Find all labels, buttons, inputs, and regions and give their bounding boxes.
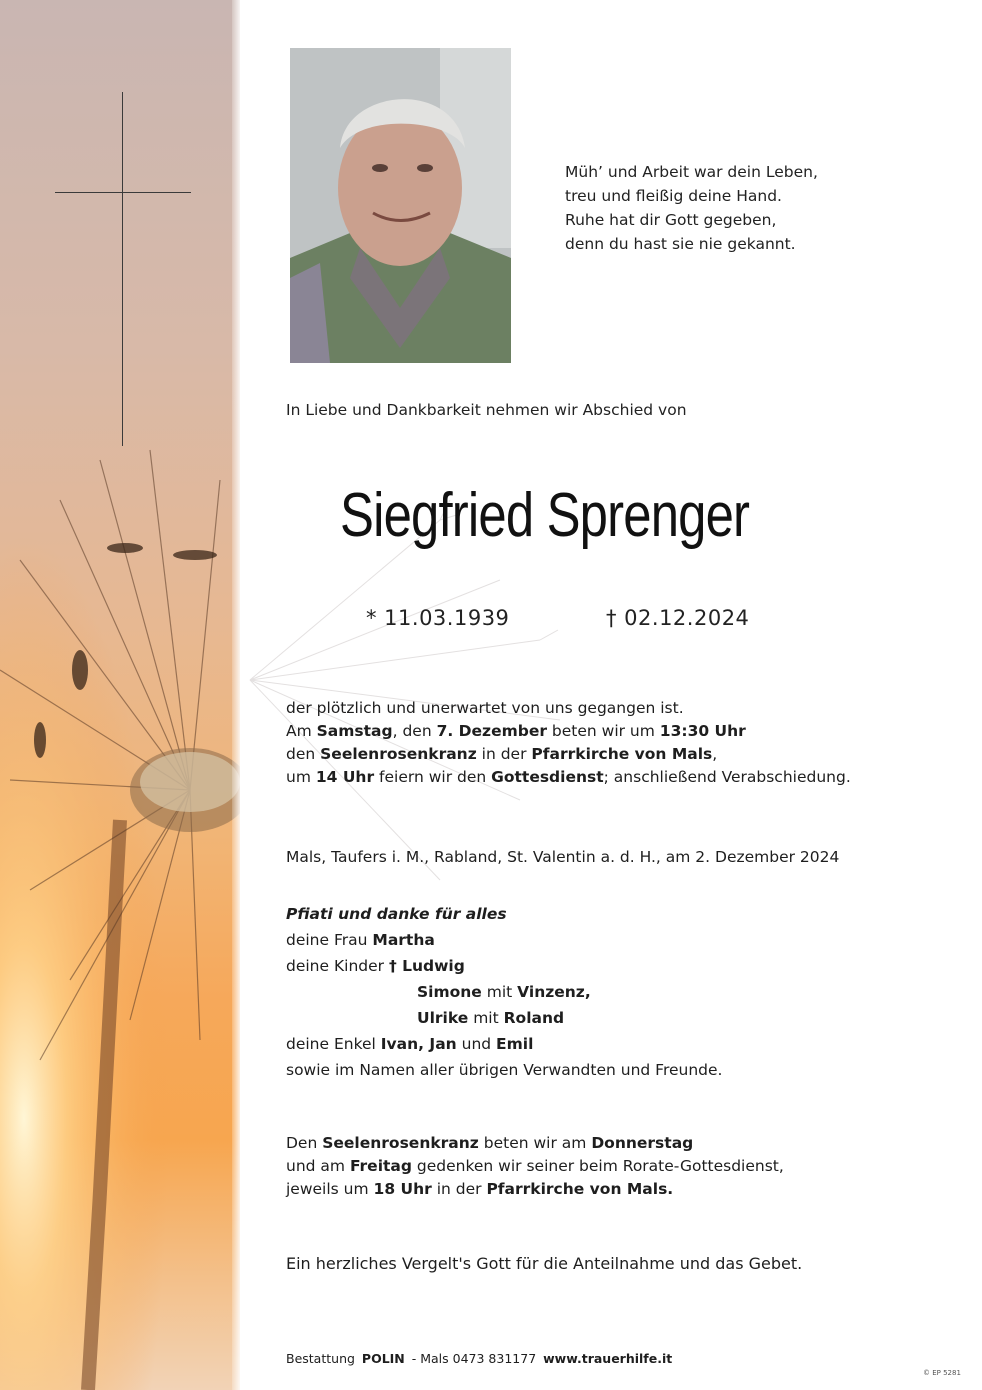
mourner-line: deine Enkel Ivan, Jan und Emil — [286, 1035, 534, 1053]
deceased-name: Siegfried Sprenger — [340, 481, 750, 550]
mourner-line: Ulrike mit Roland — [417, 1009, 565, 1027]
mourners-list — [286, 901, 722, 1083]
announcement-line: der plötzlich und unerwartet von uns gegangen ist. — [286, 699, 684, 717]
mourner-line: Simone mit Vinzenz, — [417, 983, 591, 1001]
poem-line: Müh’ und Arbeit war dein Leben, — [565, 163, 818, 181]
intro-text: In Liebe und Dankbarkeit nehmen wir Abschied von — [286, 401, 687, 419]
poem-line: denn du hast sie nie gekannt. — [565, 235, 796, 253]
gratitude-text: Ein herzliches Vergelt's Gott für die Anteilnahme und das Gebet. — [286, 1254, 803, 1273]
poem — [565, 160, 885, 256]
funeral-home-footer: Bestattung POLIN - Mals 0473 831177 www.trauerhilfe.it — [286, 1351, 673, 1366]
cross-horizontal-line — [55, 192, 191, 193]
poem-line: Ruhe hat dir Gott gegeben, — [565, 211, 777, 229]
announcement-line: Am Samstag, den 7. Dezember beten wir um 13:30 Uhr — [286, 722, 746, 740]
dandelion-illustration — [0, 420, 240, 1390]
rosary-notice — [286, 1132, 784, 1201]
rosary-line: Den Seelenrosenkranz beten wir am Donnerstag — [286, 1134, 694, 1152]
portrait-photo — [290, 48, 511, 363]
band-divider — [232, 0, 240, 1390]
place-and-date: Mals, Taufers i. M., Rabland, St. Valentin a. d. H., am 2. Dezember 2024 — [286, 848, 840, 866]
cross-vertical-line — [122, 92, 123, 446]
mourner-line: sowie im Namen aller übrigen Verwandten und Freunde. — [286, 1061, 723, 1079]
rosary-line: jeweils um 18 Uhr in der Pfarrkirche von Mals. — [286, 1180, 674, 1198]
birth-date: * 11.03.1939 — [366, 606, 510, 630]
mourners-heading: Pfiati und danke für alles — [286, 905, 507, 923]
death-date: † 02.12.2024 — [606, 606, 750, 630]
website-link[interactable]: www.trauerhilfe.it — [543, 1351, 673, 1366]
print-code: © EP 5281 — [923, 1369, 961, 1377]
funeral-announcement — [286, 697, 851, 789]
faint-seed-pattern — [240, 380, 660, 980]
announcement-line: um 14 Uhr feiern wir den Gottesdienst; anschließend Verabschiedung. — [286, 768, 851, 786]
mourner-line: deine Kinder † Ludwig — [286, 957, 465, 975]
mourner-line: deine Frau Martha — [286, 931, 435, 949]
decorative-dandelion-band — [0, 0, 240, 1390]
rosary-line: und am Freitag gedenken wir seiner beim Rorate-Gottesdienst, — [286, 1157, 784, 1175]
announcement-line: den Seelenrosenkranz in der Pfarrkirche von Mals, — [286, 745, 718, 763]
poem-line: treu und fleißig deine Hand. — [565, 187, 782, 205]
